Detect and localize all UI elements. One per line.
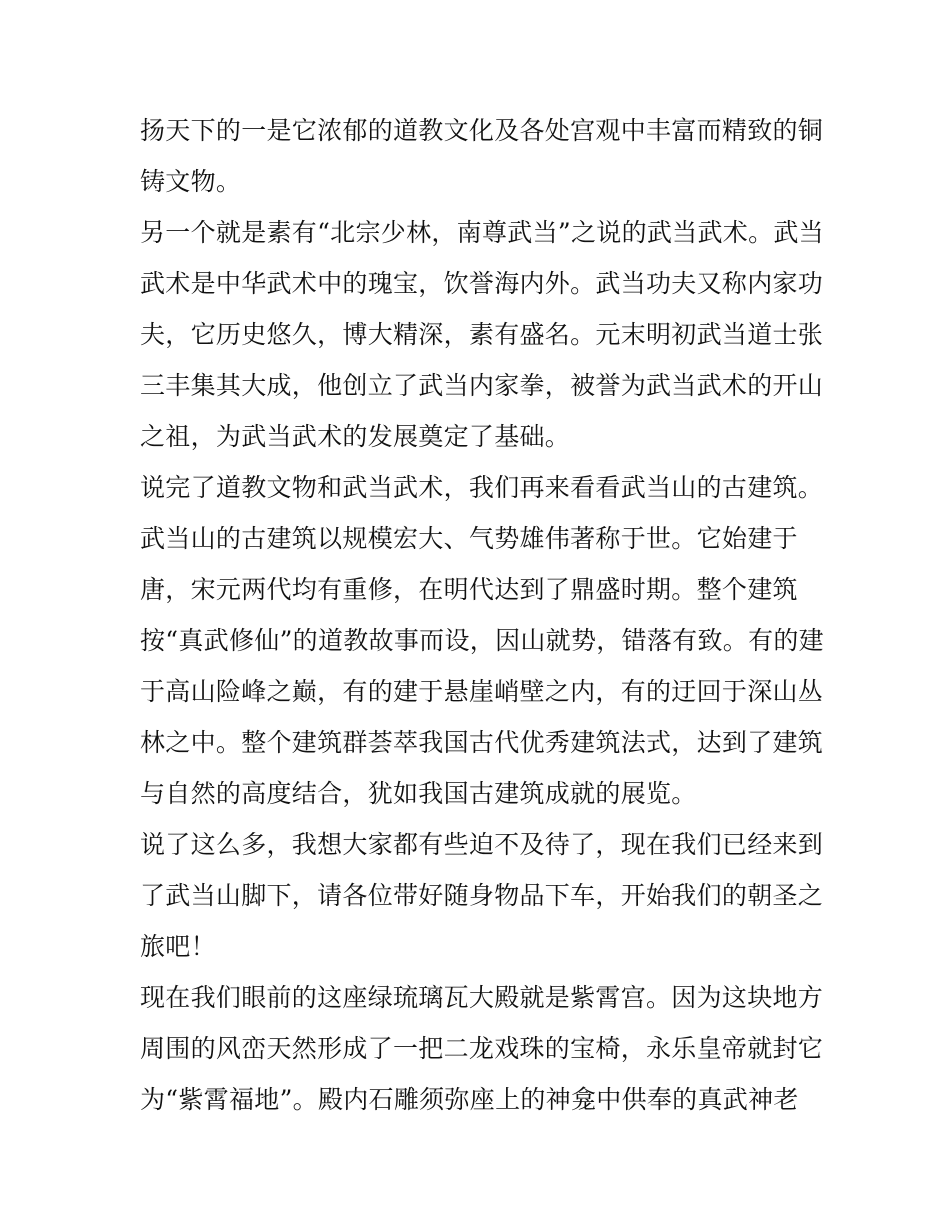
text-line: 三丰集其大成，他创立了武当内家拳，被誉为武当武术的开山 [140,371,824,400]
text-line: 说了这么多，我想大家都有些迫不及待了，现在我们已经来到 [140,830,824,859]
text-line: 之祖，为武当武术的发展奠定了基础。 [140,422,571,451]
text-line: 说完了道教文物和武当武术，我们再来看看武当山的古建筑。 [140,473,824,502]
text-line: 按“真武修仙”的道教故事而设，因山就势，错落有致。有的建 [140,626,824,655]
text-line: 武当山的古建筑以规模宏大、气势雄伟著称于世。它始建于 [140,524,798,553]
text-line: 林之中。整个建筑群荟萃我国古代优秀建筑法式，达到了建筑 [140,728,824,757]
text-line: 另一个就是素有“北宗少林，南尊武当”之说的武当武术。武当 [140,218,824,247]
text-line: 唐，宋元两代均有重修，在明代达到了鼎盛时期。整个建筑 [140,575,798,604]
text-line: 与自然的高度结合，犹如我国古建筑成就的展览。 [140,779,697,808]
text-line: 武术是中华武术中的瑰宝，饮誉海内外。武当功夫又称内家功 [140,269,824,298]
text-line: 现在我们眼前的这座绿琉璃瓦大殿就是紫霄宫。因为这块地方 [140,983,824,1012]
text-line: 扬天下的一是它浓郁的道教文化及各处宫观中丰富而精致的铜 [140,116,824,145]
text-line: 了武当山脚下，请各位带好随身物品下车，开始我们的朝圣之 [140,881,824,910]
text-line: 夫，它历史悠久，博大精深，素有盛名。元末明初武当道士张 [140,320,824,349]
text-line: 为“紫霄福地”。殿内石雕须弥座上的神龛中供奉的真武神老 [140,1085,799,1114]
text-line: 于高山险峰之巅，有的建于悬崖峭壁之内，有的迂回于深山丛 [140,677,824,706]
text-line: 周围的风峦天然形成了一把二龙戏珠的宝椅，永乐皇帝就封它 [140,1034,824,1063]
text-line: 铸文物。 [140,167,242,196]
text-line: 旅吧！ [140,932,216,961]
